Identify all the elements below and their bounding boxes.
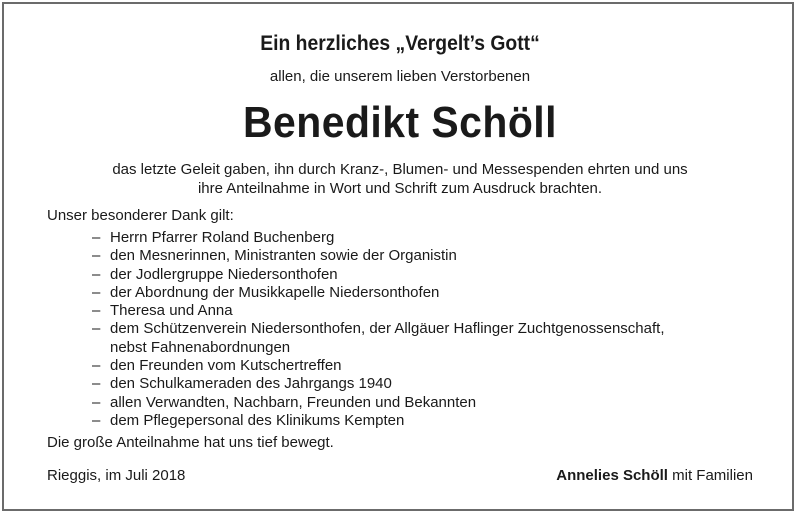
list-bullet: – <box>92 302 101 320</box>
list-bullet: – <box>92 393 101 411</box>
list-item <box>92 394 665 412</box>
list-item-text: dem Pflegepersonal des Klinikums Kempten <box>110 411 405 429</box>
paragraph-line-2: ihre Anteilnahme in Wort und Schrift zum Ausdruck brachten. <box>197 180 603 197</box>
list-item-text: Herrn Pfarrer Roland Buchenberg <box>110 229 335 246</box>
list-item-text: Theresa und Anna <box>110 302 233 320</box>
thanks-list <box>92 229 665 430</box>
closing-line: Die große Anteilnahme hat uns tief bewegt. <box>47 434 334 451</box>
list-bullet: – <box>92 229 101 246</box>
place-date: Rieggis, im Juli 2018 <box>47 467 186 484</box>
list-item-text: den Freunden vom Kutschertreffen <box>110 357 342 375</box>
deceased-name: Benedikt Schöll <box>243 98 557 147</box>
list-item-text: den Mesnerinnen, Ministranten sowie der Organistin <box>110 247 457 265</box>
list-item-text: allen Verwandten, Nachbarn, Freunden und Bekannten <box>110 393 477 411</box>
list-item <box>92 412 665 430</box>
thanks-paragraph <box>0 160 800 198</box>
list-bullet: – <box>92 411 101 429</box>
signature-suffix: mit Familien <box>672 467 753 484</box>
list-item <box>92 229 665 247</box>
notice-subheading: allen, die unserem lieben Verstorbenen <box>269 68 531 85</box>
thanks-intro: Unser besonderer Dank gilt: <box>47 207 234 224</box>
list-bullet: – <box>92 247 101 265</box>
list-bullet: – <box>92 320 101 338</box>
list-bullet: – <box>92 265 101 283</box>
list-item-text: der Jodlergruppe Niedersonthofen <box>110 265 338 283</box>
list-bullet: – <box>92 375 101 393</box>
signature <box>556 467 753 484</box>
list-item <box>92 357 665 375</box>
list-item <box>92 284 665 302</box>
notice-heading: Ein herzliches „Vergelt’s Gott“ <box>260 32 540 55</box>
list-item-text: dem Schützenverein Niedersonthofen, der Allgäuer Haflinger Zuchtgenossenschaft, <box>110 320 665 338</box>
list-item <box>92 302 665 320</box>
list-item <box>92 247 665 265</box>
list-item-text: den Schulkameraden des Jahrgangs 1940 <box>110 375 392 393</box>
signature-name: Annelies Schöll <box>556 467 668 484</box>
list-item <box>92 320 665 357</box>
paragraph-line-1: das letzte Geleit gaben, ihn durch Kranz-, Blumen- und Messespenden ehrten und uns <box>112 161 688 178</box>
list-bullet: – <box>92 283 101 301</box>
list-item <box>92 266 665 284</box>
list-item <box>92 375 665 393</box>
list-item-continuation: nebst Fahnenabordnungen <box>110 338 291 356</box>
list-item-text: der Abordnung der Musikkapelle Niedersonthofen <box>110 283 440 301</box>
list-bullet: – <box>92 357 101 375</box>
